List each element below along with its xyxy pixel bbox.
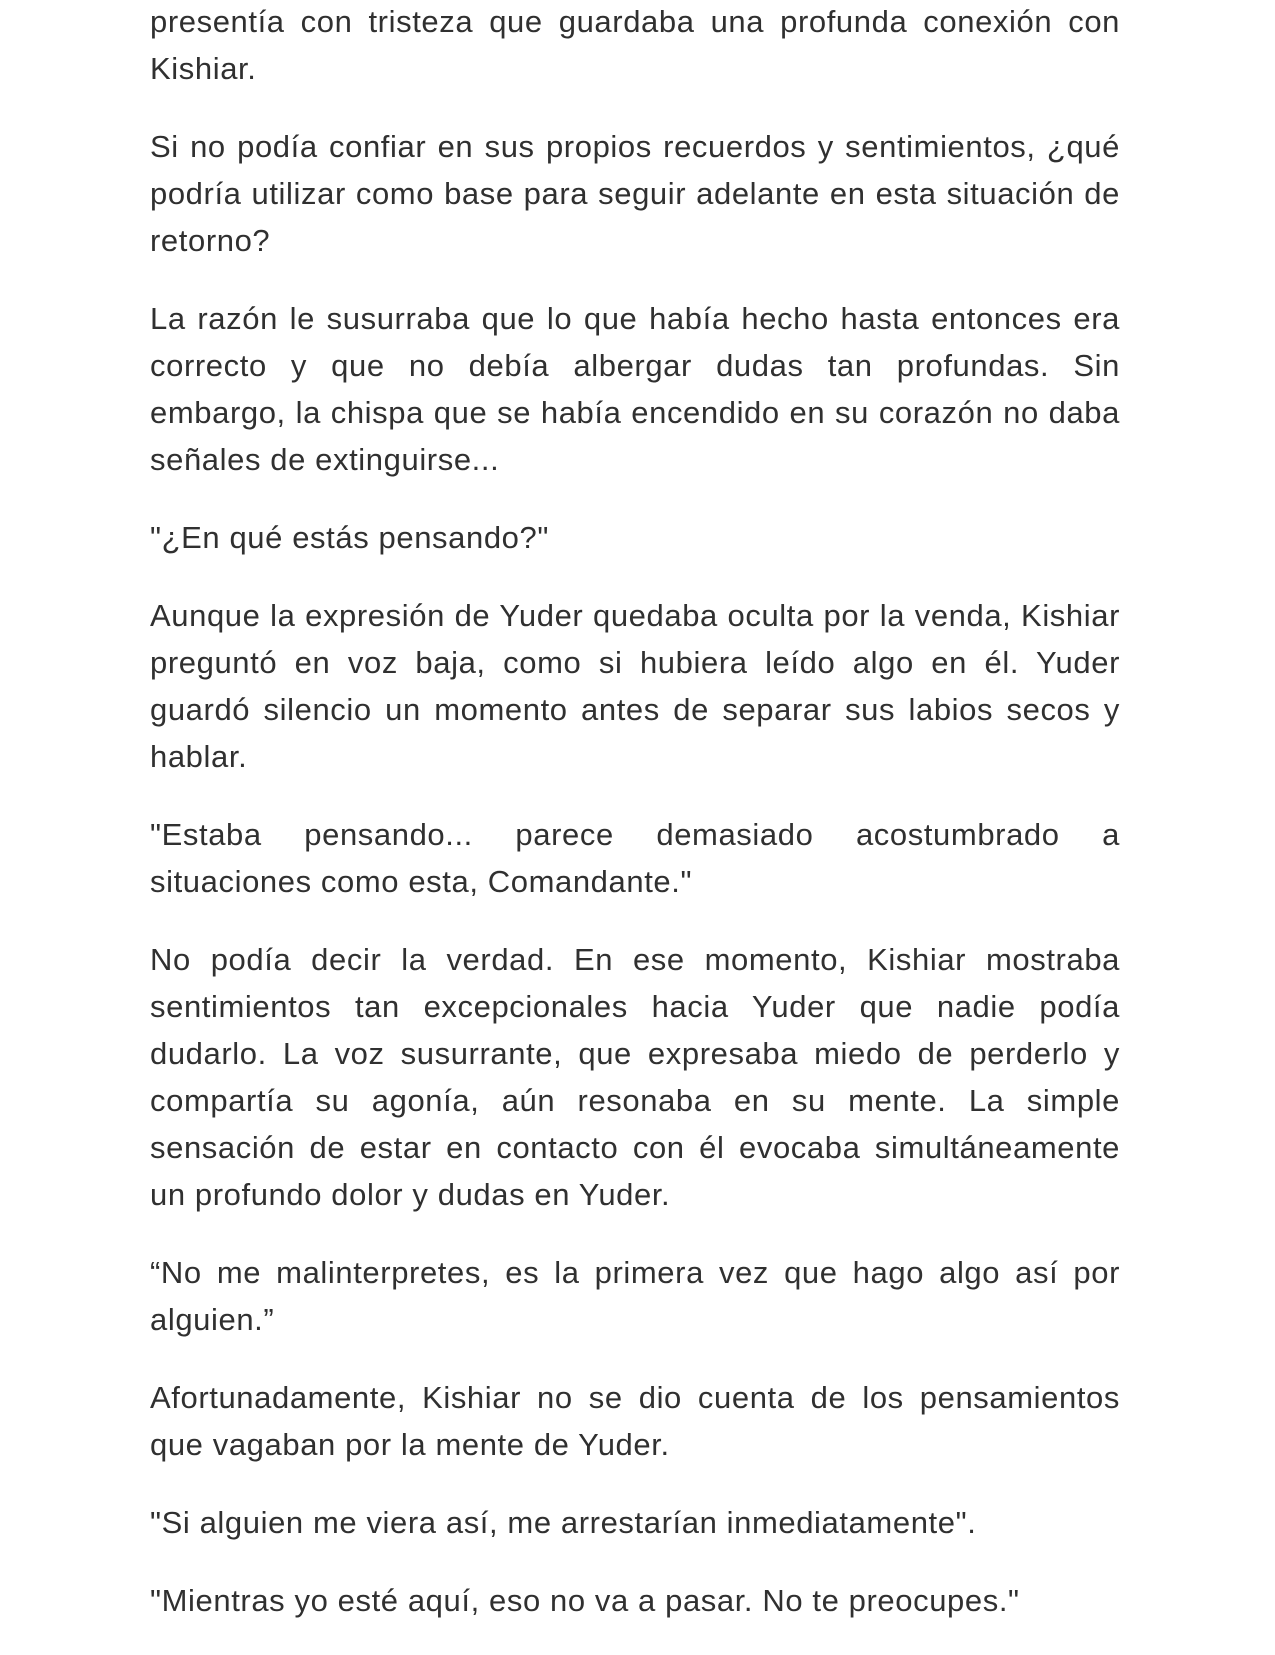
paragraph-3: La razón le susurraba que lo que había hecho hasta entonces era correcto y que no debía albergar dudas tan profundas. Sin embargo, la chispa que se había encendido en su corazón no daba señales de extinguirse... bbox=[150, 301, 1120, 477]
paragraph-5: Aunque la expresión de Yuder quedaba oculta por la venda, Kishiar preguntó en voz baja, como si hubiera leído algo en él. Yuder guardó silencio un momento antes de separar sus labios secos y hablar. bbox=[150, 598, 1120, 774]
paragraph-1: presentía con tristeza que guardaba una profunda conexión con Kishiar. bbox=[150, 4, 1120, 86]
paragraph-7: No podía decir la verdad. En ese momento, Kishiar mostraba sentimientos tan excepcionales hacia Yuder que nadie podía dudarlo. La voz susurrante, que expresaba miedo de perderlo y compartía su agonía, aún resonaba en su mente. La simple sensación de estar en contacto con él evocaba simultáneamente un profundo dolor y dudas en Yuder. bbox=[150, 942, 1120, 1212]
paragraph-6: "Estaba pensando... parece demasiado acostumbrado a situaciones como esta, Comandante." bbox=[150, 817, 1120, 899]
paragraph-8: “No me malinterpretes, es la primera vez que hago algo así por alguien.” bbox=[150, 1255, 1120, 1337]
paragraph-9: Afortunadamente, Kishiar no se dio cuenta de los pensamientos que vagaban por la mente de Yuder. bbox=[150, 1380, 1120, 1462]
document-page bbox=[150, 0, 1120, 1655]
paragraph-11: "Mientras yo esté aquí, eso no va a pasar. No te preocupes." bbox=[150, 1583, 1020, 1618]
paragraph-2: Si no podía confiar en sus propios recuerdos y sentimientos, ¿qué podría utilizar como base para seguir adelante en esta situación de retorno? bbox=[150, 129, 1120, 258]
paragraph-10: "Si alguien me viera así, me arrestarían inmediatamente". bbox=[150, 1505, 977, 1540]
paragraph-4: "¿En qué estás pensando?" bbox=[150, 520, 549, 555]
